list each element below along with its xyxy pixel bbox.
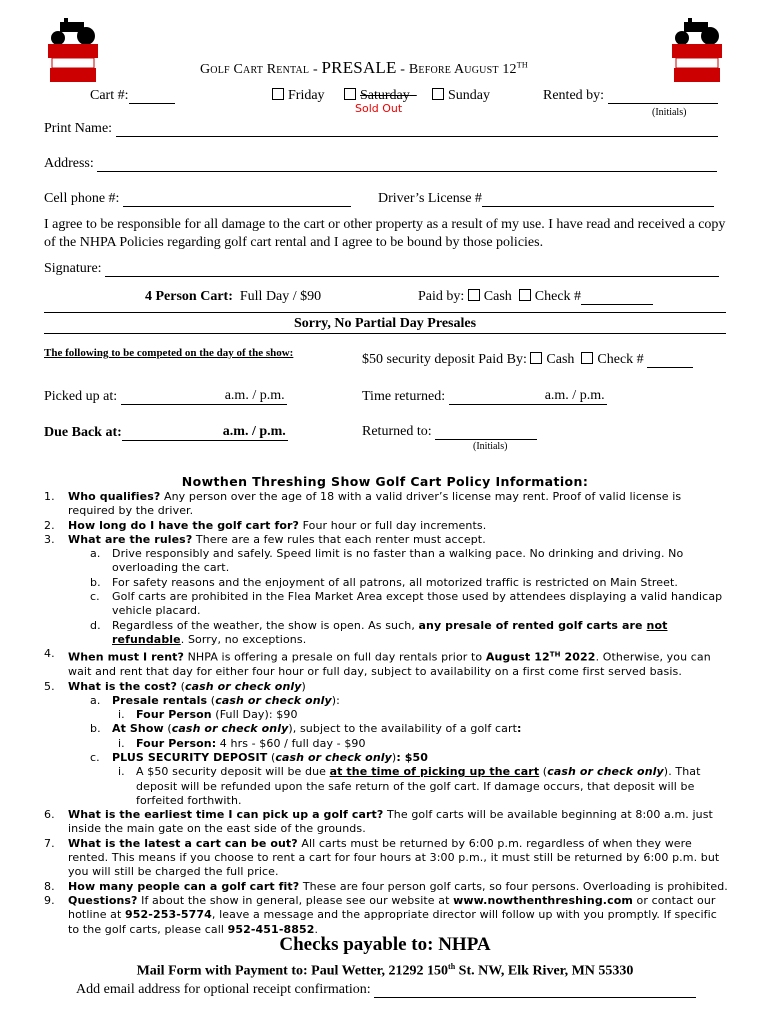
returned-to-field[interactable]: Returned to: [362, 424, 537, 440]
agreement-text: I agree to be responsible for all damage to the cart or other property as a result of my use. I have read and received a copy of the NHPA Policies regarding golf cart rental and I agree to be bound by those policies. [44, 217, 726, 250]
policy-item: 1. Who qualifies? Any person over the age of 18 with a valid driver’s license may rent. Proof of valid license is required by the driver. [44, 490, 682, 518]
saturday-checkbox [344, 88, 356, 100]
policy-item: 9. Questions? If about the show in general, please see our website at www.nowthenthreshing.com or contact our hotline at 952-253-5774, leave a message and the appropriate director will follow up with you promptly. If specific to the golf carts, please call 952-451-8852. [44, 893, 717, 936]
policy-item: 4. When must I rent? NHPA is offering a presale on full day rentals prior to August 12TH 2022. Otherwise, you can wait and rent that day for either four hour or full day, subject to availability on a first come first served basis. [44, 647, 711, 679]
rented-by-field[interactable]: Rented by: [543, 88, 718, 104]
sunday-checkbox[interactable] [432, 88, 444, 100]
policy-item: 7. What is the latest a cart can be out? All carts must be returned by 6:00 p.m. regardless of when they were rented. This means if you choose to rent a cart for four hours at 3:00 p.m., it must still be returned by 6:00 p.m. but you will still be charged the full price. [44, 836, 720, 879]
policy-subitem: c. Golf carts are prohibited in the Flea Market Area except those used by attendees displaying a valid handicap vehicle placard. [90, 590, 723, 618]
initials-caption: (Initials) [652, 107, 687, 118]
policy-subsubitem: i. A $50 security deposit will be due at the time of picking up the cart (cash or check only). That deposit will be refunded upon the safe return of the golf cart. If damage occurs, that deposit will be forfeited forthwith. [118, 765, 701, 807]
policy-list [44, 490, 730, 937]
print-name-field[interactable]: Print Name: [44, 121, 726, 137]
nowthen-logo-left [46, 18, 96, 84]
day-of-show-heading: The following to be competed on the day of the show: [44, 347, 294, 359]
no-partial-notice: Sorry, No Partial Day Presales [293, 316, 477, 331]
policy-item: 8. How many people can a golf cart fit? These are four person golf carts, so four persons. Overloading is prohibited. [44, 879, 728, 893]
form-title: Golf Cart Rental - PRESALE - Before August 12TH [200, 58, 528, 77]
picked-up-field[interactable]: Picked up at: a.m. / p.m. [44, 388, 285, 404]
cell-phone-field[interactable]: Cell phone #: [44, 191, 351, 207]
policy-subitem: b. For safety reasons and the enjoyment of all patrons, all motorized traffic is restricted on Main Street. [90, 575, 678, 589]
email-field[interactable]: Add email address for optional receipt confirmation: [76, 982, 696, 998]
divider [44, 333, 726, 334]
initials-caption-2: (Initials) [473, 441, 508, 452]
saturday-option: Saturday [344, 88, 417, 104]
time-returned-field[interactable]: Time returned: a.m. / p.m. [362, 388, 605, 404]
policy-subsubitem: i. Four Person: 4 hrs - $60 / full day - $90 [118, 736, 366, 750]
policy-subsubitem: i. Four Person (Full Day): $90 [118, 708, 298, 722]
friday-checkbox[interactable] [272, 88, 284, 100]
nowthen-logo-right [670, 18, 720, 84]
security-deposit-row[interactable]: $50 security deposit Paid By: Cash Check # [362, 352, 693, 368]
checks-payable: Checks payable to: NHPA [279, 934, 491, 955]
sold-out-label: Sold Out [355, 102, 403, 115]
policy-item: 2. How long do I have the golf cart for? Four hour or full day increments. [44, 518, 487, 532]
deposit-cash-checkbox[interactable] [530, 352, 542, 364]
mail-address: Mail Form with Payment to: Paul Wetter, 21292 150th St. NW, Elk River, MN 55330 [136, 962, 634, 979]
policy-item: 3. What are the rules? There are a few rules that each renter must accept. [44, 532, 486, 546]
signature-field[interactable]: Signature: [44, 261, 719, 277]
deposit-check-checkbox[interactable] [581, 352, 593, 364]
drivers-license-field[interactable]: Driver’s License # [378, 191, 714, 207]
policy-item: 5. What is the cost? (cash or check only) [44, 679, 306, 693]
policy-subitem: c. PLUS SECURITY DEPOSIT (cash or check only): $50 [90, 751, 429, 764]
divider [44, 312, 726, 313]
policy-subitem: a. Presale rentals (cash or check only): [90, 693, 340, 707]
policy-subitem: b. At Show (cash or check only), subject to the availability of a golf cart: [90, 722, 522, 736]
check-checkbox[interactable] [519, 289, 531, 301]
sunday-option[interactable]: Sunday [432, 88, 490, 104]
policy-subitem: a. Drive responsibly and safely. Speed limit is no faster than a walking pace. No drinking and driving. No overloading the cart. [90, 547, 684, 575]
cart-type-row: 4 Person Cart: Full Day / $90 [145, 289, 322, 304]
policy-subitem: d. Regardless of the weather, the show is open. As such, any presale of rented golf carts are not refundable. Sorry, no exceptions. [90, 618, 668, 646]
address-field[interactable]: Address: [44, 156, 726, 172]
due-back-field[interactable]: Due Back at: a.m. / p.m. [44, 424, 286, 440]
policy-item: 6. What is the earliest time I can pick up a golf cart? The golf carts will be available beginning at 8:00 a.m. just inside the main gate on the east side of the grounds. [44, 808, 713, 836]
friday-option[interactable]: Friday [272, 88, 325, 104]
paid-by-row[interactable]: Paid by: Cash Check # [418, 289, 653, 305]
cart-number-field[interactable]: Cart #: [90, 88, 175, 104]
policy-heading: Nowthen Threshing Show Golf Cart Policy Information: [181, 474, 589, 489]
cash-checkbox[interactable] [468, 289, 480, 301]
